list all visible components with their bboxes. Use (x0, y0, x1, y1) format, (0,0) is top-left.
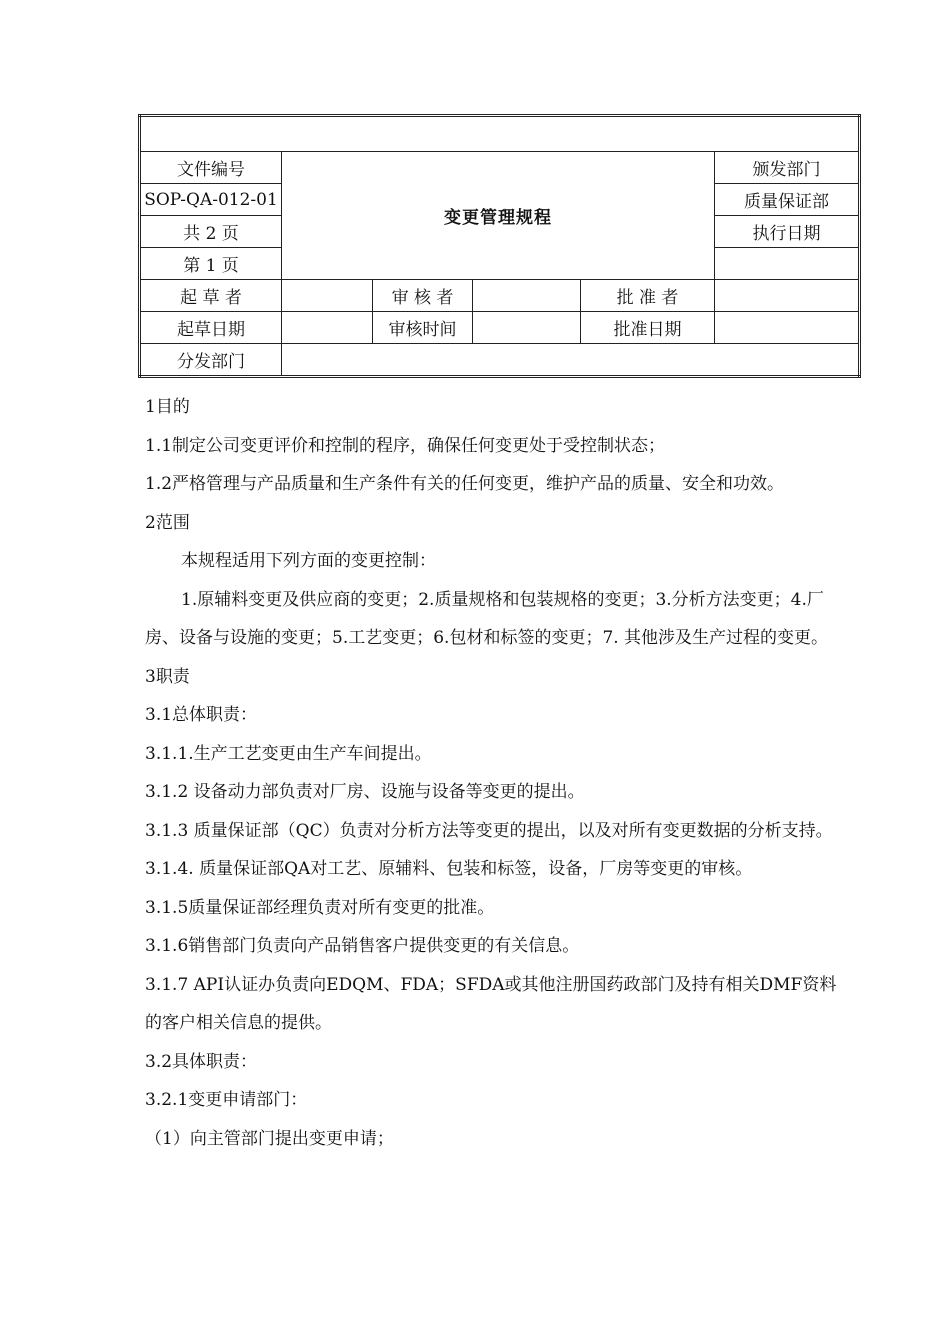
issuing-dept-value: 质量保证部 (715, 184, 860, 216)
current-page: 第 1 页 (140, 248, 282, 280)
approve-date-label: 批准日期 (581, 312, 715, 344)
document-header-table (138, 114, 861, 378)
paragraph: 3.1.2 设备动力部负责对厂房、设施与设备等变更的提出。 (145, 782, 585, 802)
exec-date-value (715, 248, 860, 280)
section-heading: 3职责 (145, 666, 190, 687)
approver-label: 批 准 者 (581, 280, 715, 312)
paragraph: 1.2严格管理与产品质量和生产条件有关的任何变更，维护产品的质量、安全和功效。 (145, 474, 785, 494)
exec-date-label: 执行日期 (715, 216, 860, 248)
review-time-label: 审核时间 (373, 312, 473, 344)
distribution-value (282, 344, 860, 377)
issuing-dept-label: 颁发部门 (715, 152, 860, 184)
paragraph: 3.1总体职责： (145, 705, 258, 725)
reviewer-value (473, 280, 581, 312)
section-heading: 2范围 (145, 512, 190, 533)
drafter-label: 起 草 者 (140, 280, 282, 312)
document-body (145, 388, 865, 1158)
paragraph: 3.2具体职责： (145, 1051, 258, 1072)
drafter-value (282, 280, 373, 312)
document-title: 变更管理规程 (282, 152, 715, 280)
reviewer-label: 审 核 者 (373, 280, 473, 312)
paragraph: 3.1.1.生产工艺变更由生产车间提出。 (145, 743, 432, 764)
paragraph: 3.2.1变更申请部门： (145, 1090, 308, 1110)
draft-date-label: 起草日期 (140, 312, 282, 344)
paragraph: （1）向主管部门提出变更申请； (145, 1128, 394, 1149)
paragraph: 3.1.5质量保证部经理负责对所有变更的批准。 (145, 897, 495, 918)
paragraph: 3.1.6销售部门负责向产品销售客户提供变更的有关信息。 (145, 936, 580, 956)
paragraph: 3.1.4. 质量保证部QA对工艺、原辅料、包装和标签，设备，厂房等变更的审核。 (145, 859, 753, 879)
approver-value (715, 280, 860, 312)
paragraph: 本规程适用下列方面的变更控制： (181, 551, 436, 571)
paragraph: 1.原辅料变更及供应商的变更；2.质量规格和包装规格的变更；3.分析方法变更；4.厂房、设备与设施的变更；5.工艺变更；6.包材和标签的变更；7. 其他涉及生产过程的变更。 (145, 589, 829, 648)
header-blank-row (140, 116, 860, 152)
paragraph: 3.1.3 质量保证部（QC）负责对分析方法等变更的提出，以及对所有变更数据的分析支持。 (145, 820, 833, 841)
paragraph: 1.1制定公司变更评价和控制的程序，确保任何变更处于受控制状态； (145, 435, 666, 456)
section-heading: 1目的 (145, 397, 190, 417)
paragraph: 3.1.7 API认证办负责向EDQM、FDA；SFDA或其他注册国药政部门及持有相关DMF资料的客户相关信息的提供。 (145, 974, 837, 1033)
approve-date-value (715, 312, 860, 344)
total-pages: 共 2 页 (140, 216, 282, 248)
draft-date-value (282, 312, 373, 344)
doc-number-label: 文件编号 (140, 152, 282, 184)
distribution-label: 分发部门 (140, 344, 282, 377)
review-time-value (473, 312, 581, 344)
doc-number-value: SOP-QA-012-01 (140, 184, 282, 216)
